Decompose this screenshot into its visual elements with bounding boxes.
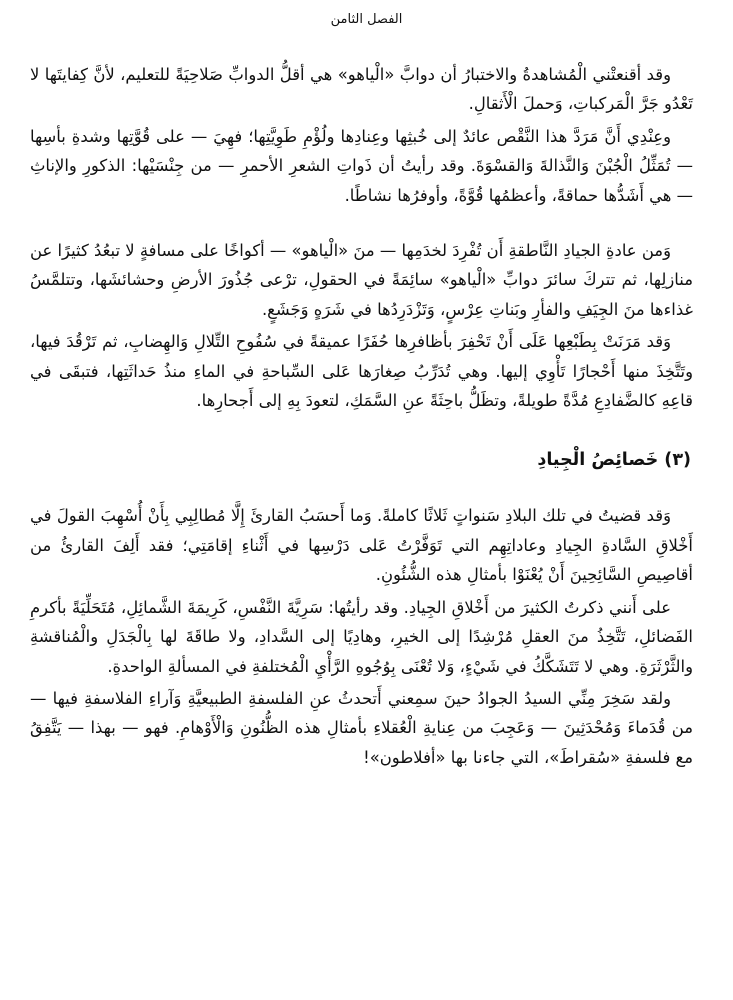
paragraph: وقد أقنعتْني الْمُشاهدةُ والاختبارُ أن دوابَّ «الْياهو» هي أقلُّ الدوابِّ صَلاحِيَةً للتعليم، لأنَّ كِفايتَها لا تَعْدُو جَرَّ الْمَركباتِ، وَحملَ الْأَثقالِ.	[30, 65, 693, 114]
paragraph: ولقد سَخِرَ مِنِّي السيدُ الجوادُ حينَ سمِعني أَتحدثُ عنِ الفلسفةِ الطبيعيَّةِ وَآراءِ الفلاسفةِ فيها — من قُدَماءَ وَمُحْدَثِينَ — وَعَجِبَ من عِنايةِ الْعُقلاءِ بأمثالِ هذه الظُّنُونِ وَالْأَوْهامِ. فهو — بهذا — يَتَّفِقُ مع فلسفةِ «سُقراطَ»، التي جاءنا بها «أفلاطون»!	[30, 688, 693, 767]
section-heading: (٣) خَصائِصُ الْجِيادِ	[537, 450, 691, 471]
paragraph: على أَنني ذكرتُ الكثيرَ من أَخْلاقِ الجِيادِ. وقد رأيتُها: سَرِيَّةَ النَّفْسِ، كَرِيمَةَ الشَّمائِلِ، مُتَحَلِّيَةً بأكرمِ الفَضائلِ، تَتَّخِذُ منَ العقلِ مُرْشِدًا إلى الخيرِ، وهادِيًا إلى السَّدادِ، ولا طاقَةَ لها بِالْجَدَلِ والْمُناقشةِ والثَّرْثَرَةِ. وهي لا تَتَشَكَّكُ في شَيْءٍ، وَلا تُعْنَى بِوُجُوهِ الرَّأْيِ الْمُختلفةِ في المسألةِ الواحدةِ.	[30, 597, 693, 676]
paragraph: وَمن عادةِ الجيادِ النَّاطقةِ أَن تُفْرِدَ لخدَمِها — منَ «الْياهو» — أكواخًا على مسافةٍ لا تبعُدُ كثيرًا عن منازلِها، ثم تتركَ سائرَ دوابِّ «الْياهو» سائِمَةً في الحقولِ، ترْعى جُذُورَ الأرضِ وحشائشَها، وتتلمَّسُ غذاءها منَ الجِيَفِ والفأرِ وبَناتِ عِرْسٍ، وَتَزْدَرِدُها في شَرَهٍ وَجَشَعٍ.	[30, 241, 693, 319]
paragraph: وَقد مَرَنَتْ بِطَبْعِها عَلَى أَنْ تَحْفِرَ بأظافرِها حُفَرًا عميقةً في سُفُوحِ التِّلالِ وَالهِضابِ، ثم تَرْقُدَ فيها، وتَتَّخِذَ منها أَحْجارًا تَأْوِي إليها. وهي تُدَرِّبُ صِغارَها عَلى السِّباحةِ في الماءِ منذُ حَداثَتِها، فتبقَى في قاعِهِ كالضَّفادِعِ مُدَّةً طويلةً، وتظَلُّ باحِثَةً عنِ السَّمَكِ، لتعودَ بِهِ إلى أَجحارِها.	[30, 332, 693, 411]
body-text	[30, 60, 693, 772]
paragraph: وعِنْدِي أَنَّ مَرَدَّ هذا النَّقْص عائدٌ إلى خُبثِها وعِنادِها ولُؤْمِ طَوِيَّتِها؛ فهِيَ — على قُوَّتِها وشدةِ بأسِها — تُمَثِّلُ الْجُبْنَ وَالنَّذالةَ وَالقسْوَةَ. وقد رأيتُ أن ذَواتِ الشعرِ الأحمرِ — من جِنْسَيْها: الذكورِ والإناثِ — هي أَشَدُّها حماقةً، وأعظمُها قُوَّةً، وأوفرُها نشاطًا.	[30, 126, 693, 205]
running-header: الفصل الثامن	[330, 12, 403, 27]
paragraph: وَقد قضيتُ في تلك البلادِ سَنواتٍ ثَلاثًا كاملةً. وَما أَحسَبُ القارئَ إِلَّا مُطالِبِي بِأَنْ أُسْهِبَ القولَ في أَخْلاقِ السَّادةِ الجِيادِ وعاداتِهِم التي تَوَفَّرْتُ عَلى دَرْسِها في أَثْناءِ إقامَتِي؛ فقد أَلِفَ القارئُ من أقاصِيصِ السَّائِحِينَ أَنْ يُعْنَوْا بأمثالِ هذه الشُّئُونِ.	[30, 506, 693, 585]
